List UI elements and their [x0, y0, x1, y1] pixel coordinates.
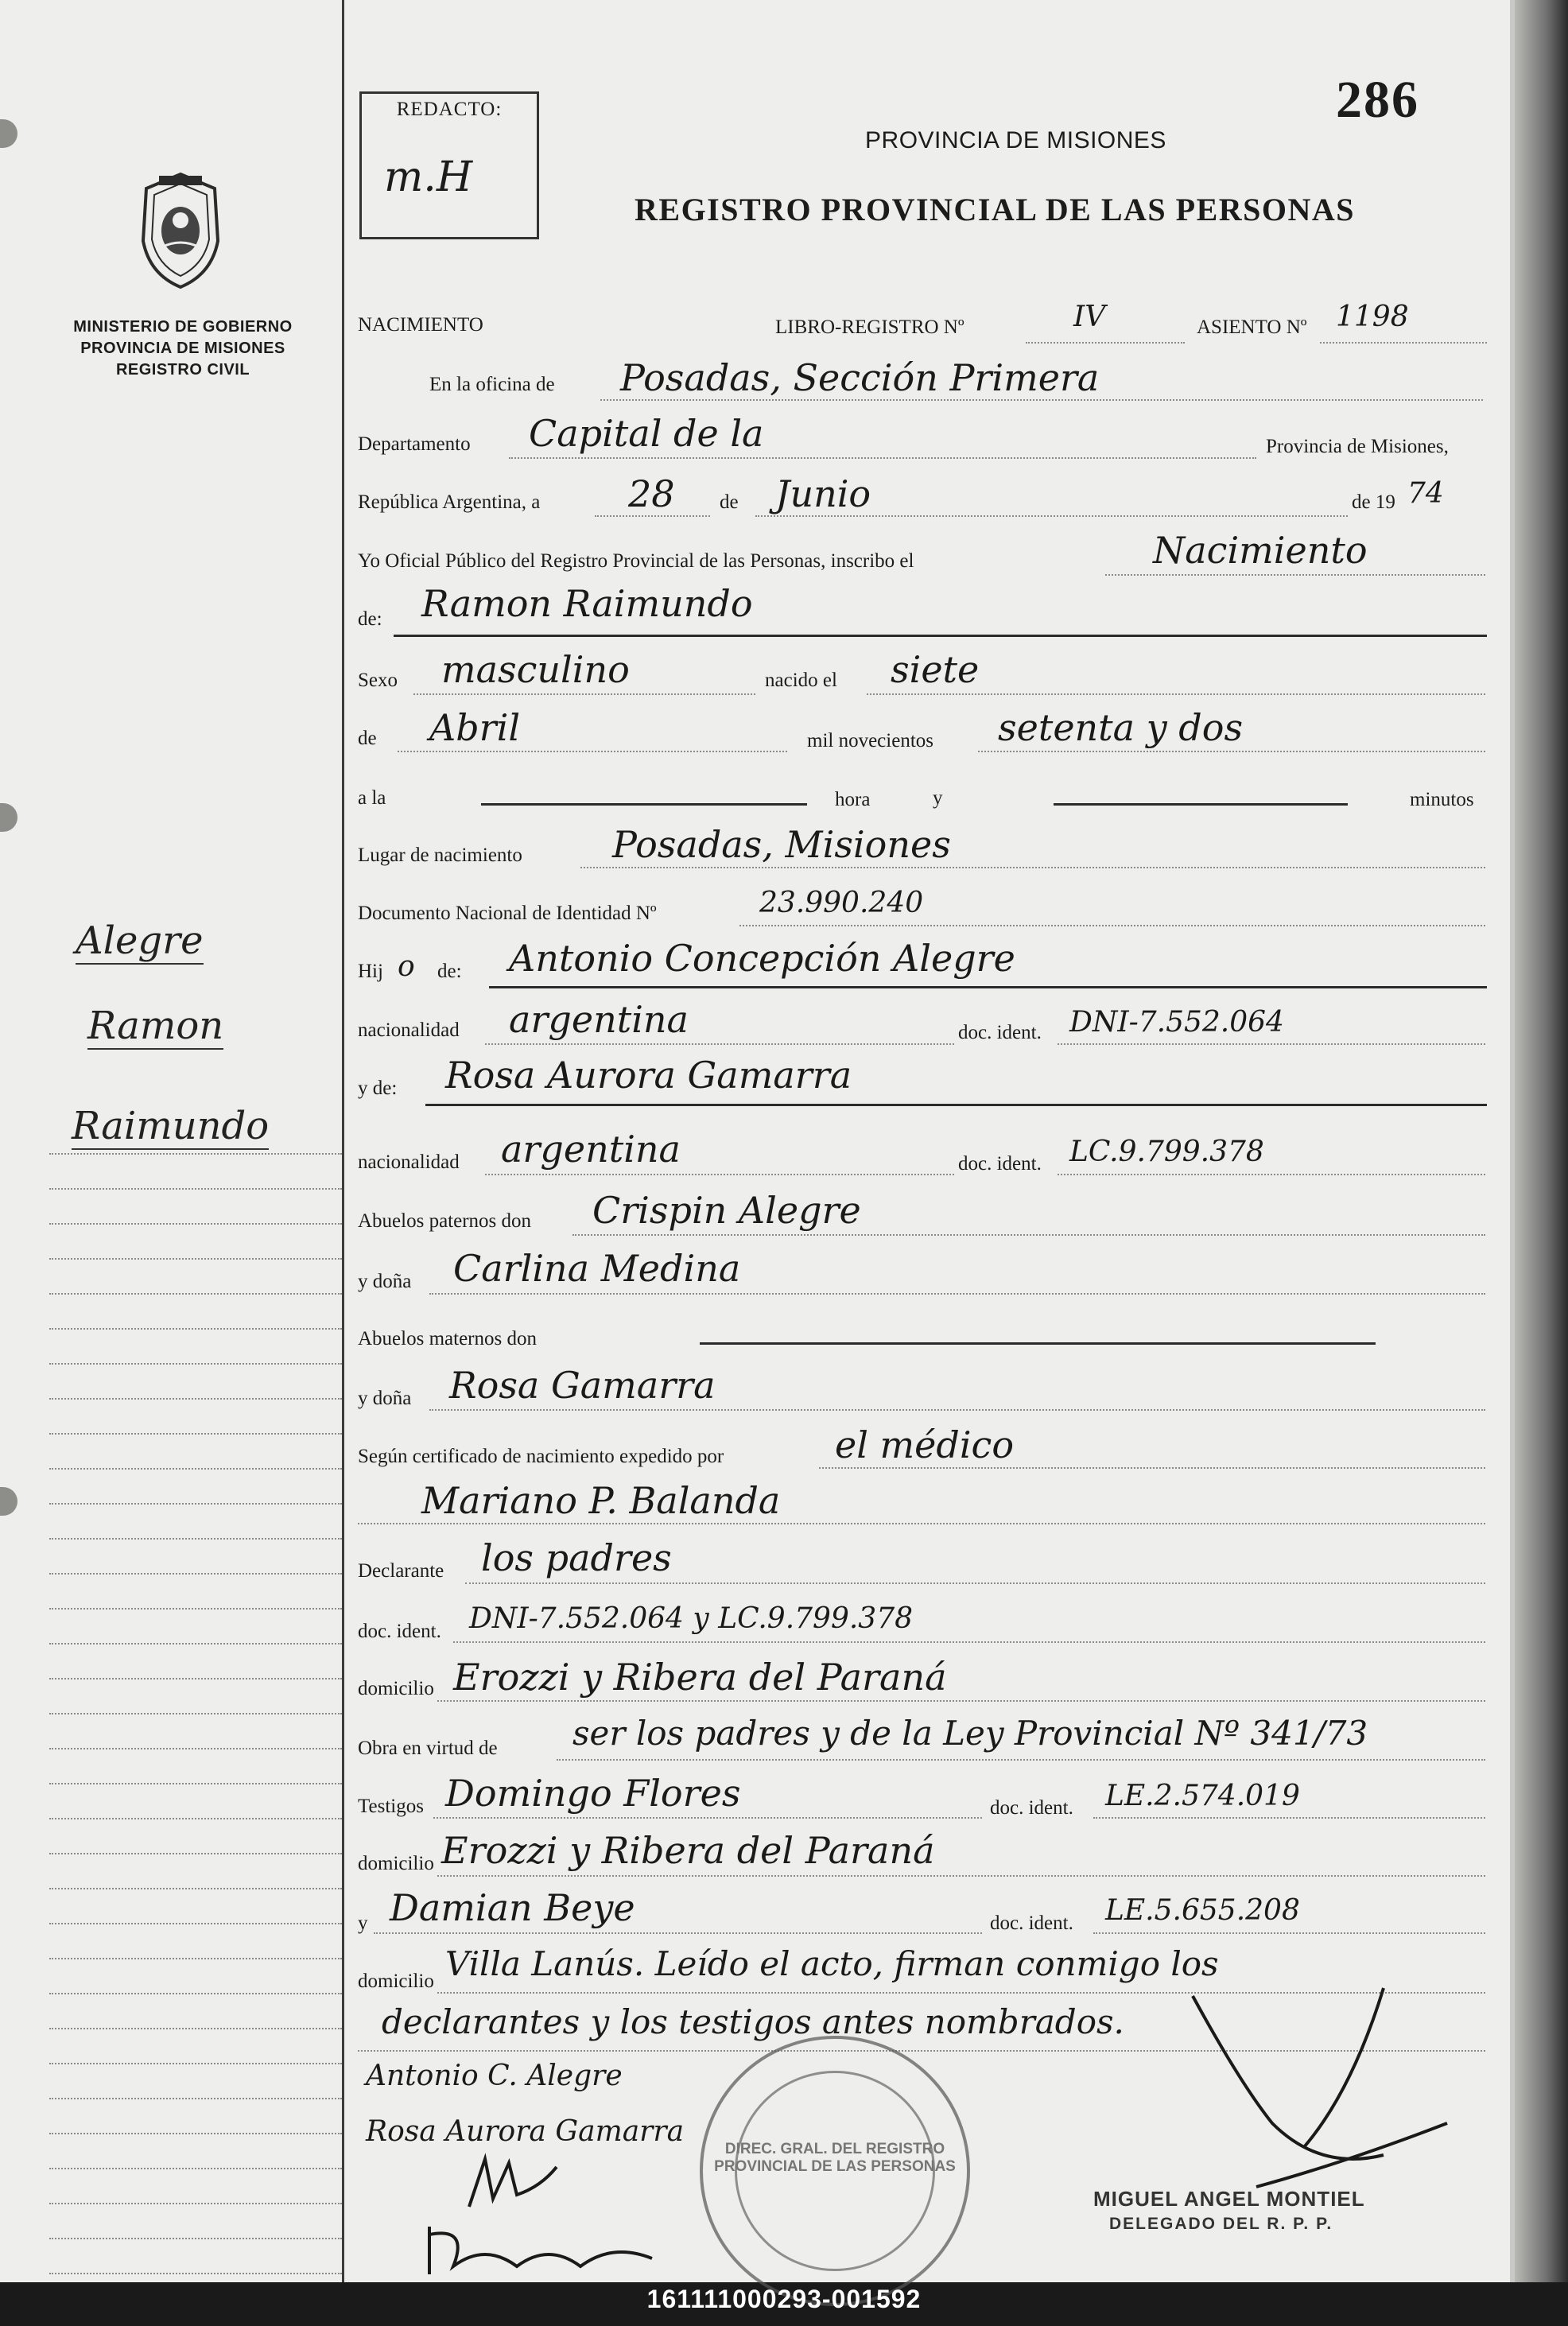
testigos-label: Testigos [358, 1796, 424, 1817]
lugar-value: Posadas, Misiones [612, 823, 951, 866]
margin-ruled-line [49, 1888, 342, 1889]
doc-decl-value: DNI-7.552.064 y LC.9.799.378 [469, 1602, 914, 1635]
dotted-line [1026, 342, 1185, 344]
madre-value: Rosa Aurora Gamarra [445, 1054, 852, 1097]
document-id: 161111000293-001592 [646, 2285, 922, 2313]
binder-hole [0, 1487, 17, 1516]
margin-ruled-line [49, 1643, 342, 1645]
sexo-value: masculino [441, 648, 630, 691]
dotted-line [398, 751, 787, 752]
margin-secondname: Raimundo [72, 1104, 270, 1148]
dotted-line [433, 1817, 982, 1819]
page-edge-shadow [1515, 0, 1568, 2282]
nacido-label: nacido el [765, 670, 837, 691]
hijo-suffix: o [398, 950, 415, 983]
margin-ruled-line [49, 1783, 342, 1784]
margin-ruled-line [49, 1223, 342, 1225]
nac-padre-value: argentina [509, 998, 689, 1041]
abuelos-pat-label: Abuelos paternos don [358, 1210, 532, 1232]
dni-label: Documento Nacional de Identidad Nº [358, 903, 657, 924]
yde-label: y de: [358, 1078, 398, 1099]
oficina-value: Posadas, Sección Primera [620, 356, 1100, 399]
margin-ruled-line [49, 2273, 342, 2274]
declarante-label: Declarante [358, 1560, 444, 1582]
dotted-line [580, 867, 1485, 868]
cierre-value: declarantes y los testigos antes nombrados. [382, 2002, 1124, 2041]
dotted-line [429, 1293, 1485, 1295]
redacto-label: REDACTO: [396, 99, 503, 120]
margin-ruled-line [49, 1363, 342, 1365]
segun-label: Según certificado de nacimiento expedido por [358, 1446, 724, 1467]
madre-line [425, 1104, 1487, 1106]
obra-value: ser los padres y de la Ley Provincial Nº 341/73 [572, 1714, 1368, 1753]
dotted-line [739, 925, 1485, 926]
redacto-box [359, 91, 539, 239]
dotted-line [819, 1467, 1485, 1469]
margin-ruled-line [49, 1993, 342, 1994]
dotted-line [437, 1700, 1485, 1702]
margin-ruled-line [49, 2098, 342, 2099]
asiento-label: ASIENTO Nº [1197, 316, 1307, 338]
nacido-value: siete [891, 648, 980, 691]
ministry-line-1: MINISTERIO DE GOBIERNO [73, 318, 293, 336]
oficina-label: En la oficina de [429, 374, 555, 395]
margin-ruled-line [49, 1573, 342, 1575]
y2-label: y [358, 1912, 368, 1934]
domicilio-label: domicilio [358, 1678, 434, 1699]
obra-label: Obra en virtud de [358, 1738, 498, 1759]
margin-ruled-line [49, 1433, 342, 1435]
hora-label: hora [835, 789, 871, 810]
mil-label: mil novecientos [807, 730, 933, 751]
padre-line [489, 986, 1487, 988]
anio-label: de 19 [1352, 491, 1395, 513]
abuelo-pat-value: Crispin Alegre [592, 1189, 861, 1232]
dotted-line [600, 399, 1483, 401]
ministry-block [32, 316, 334, 381]
margin-ruled-line [49, 1713, 342, 1714]
domicilio3-label: domicilio [358, 1971, 434, 1992]
dotted-line [867, 693, 1485, 695]
margin-ruled-line [49, 2133, 342, 2134]
name-line [394, 635, 1487, 637]
ydona-mat-label: y doña [358, 1388, 412, 1409]
libro-value: IV [1073, 301, 1106, 333]
nac-madre-value: argentina [501, 1128, 681, 1171]
province-header: PROVINCIA DE MISIONES [865, 127, 1166, 153]
dotted-line [429, 1409, 1485, 1411]
padre-value: Antonio Concepción Alegre [509, 937, 1015, 980]
nac-madre-label: nacionalidad [358, 1151, 460, 1173]
testigo2-doc-label: doc. ident. [990, 1912, 1073, 1934]
dotted-line [374, 1932, 982, 1934]
margin-ruled-line [49, 1258, 342, 1260]
margin-firstname: Ramon [87, 1004, 224, 1048]
margin-ruled-line [49, 2028, 342, 2029]
anio-value: 74 [1407, 477, 1444, 510]
domicilio2-label: domicilio [358, 1853, 434, 1874]
dotted-line [1058, 1043, 1485, 1045]
hijo-label: Hij [358, 961, 383, 982]
dotted-line [509, 457, 1256, 459]
oficial-label: Yo Oficial Público del Registro Provincial de las Personas, inscribo el [358, 550, 914, 572]
nombre-value: Ramon Raimundo [421, 582, 753, 625]
margin-ruled-line [49, 1328, 342, 1330]
ministry-line-2: PROVINCIA DE MISIONES [80, 340, 285, 357]
domicilio3-value: Villa Lanús. Leído el acto, firman conmigo los [445, 1944, 1219, 1983]
official-title: DELEGADO DEL R. P. P. [1109, 2215, 1333, 2233]
margin-ruled-line [49, 1398, 342, 1400]
testigo1-doc-label: doc. ident. [990, 1797, 1073, 1819]
redacto-initials: m.H [384, 153, 473, 201]
provincial-seal-icon [135, 171, 227, 290]
margin-ruled-line [49, 1678, 342, 1679]
de-label: de [720, 491, 739, 513]
mes-nac-label: de [358, 728, 377, 749]
margin-ruled-line [49, 1608, 342, 1610]
margin-surname: Alegre [76, 918, 204, 963]
dotted-line [485, 1043, 954, 1045]
abuelos-mat-label: Abuelos maternos don [358, 1328, 537, 1349]
testigo1-value: Domingo Flores [445, 1772, 741, 1815]
dotted-line [1093, 1817, 1485, 1819]
departamento-value: Capital de la [529, 412, 764, 455]
dotted-line [1093, 1932, 1485, 1934]
asiento-value: 1198 [1336, 301, 1409, 333]
official-stamp [700, 2036, 970, 2306]
dotted-line [413, 693, 755, 695]
margin-ruled-line [49, 1293, 342, 1295]
dotted-line [453, 1641, 1485, 1643]
ministry-line-3: REGISTRO CIVIL [115, 361, 250, 379]
page-number: 286 [1336, 71, 1419, 129]
nac-padre-label: nacionalidad [358, 1019, 460, 1041]
nacimiento-label: NACIMIENTO [358, 314, 483, 336]
margin-ruled-line [49, 1153, 342, 1155]
testigo2-value: Damian Beye [390, 1886, 635, 1929]
republica-label: República Argentina, a [358, 491, 541, 513]
doc-madre-label: doc. ident. [958, 1153, 1042, 1175]
lugar-label: Lugar de nacimiento [358, 845, 522, 866]
margin-ruled-line [49, 1503, 342, 1505]
y-label: y [933, 787, 943, 809]
margin-ruled-line [49, 1538, 342, 1540]
margin-ruled-line [49, 2203, 342, 2204]
nombre-de-label: de: [358, 608, 382, 630]
column-divider [342, 0, 344, 2282]
signature-father: Antonio C. Alegre [366, 2060, 623, 2092]
doc-decl-label: doc. ident. [358, 1621, 441, 1642]
mes-value: Junio [775, 472, 871, 515]
doc-padre-label: doc. ident. [958, 1022, 1042, 1043]
mil-value: setenta y dos [998, 706, 1244, 749]
dotted-line [1320, 342, 1487, 344]
binder-hole [0, 803, 17, 832]
margin-ruled-line [49, 1818, 342, 1819]
dotted-line [358, 1523, 1485, 1524]
margin-ruled-line [49, 1923, 342, 1924]
segun-value: el médico [835, 1423, 1015, 1466]
dotted-line [485, 1174, 954, 1175]
oficial-value: Nacimiento [1153, 529, 1368, 572]
dotted-line [755, 515, 1348, 517]
provincia-label: Provincia de Misiones, [1266, 436, 1449, 457]
margin-ruled-line [49, 2063, 342, 2064]
stamp-text: DIREC. GRAL. DEL REGISTRO PROVINCIAL DE LAS PERSONAS [714, 2141, 956, 2175]
margin-ruled-line [49, 1958, 342, 1959]
margin-ruled-line [49, 2168, 342, 2169]
doc-padre-value: DNI-7.552.064 [1069, 1006, 1284, 1039]
abuelo-mat-line [700, 1342, 1376, 1345]
signature-mark [421, 2211, 660, 2282]
dotted-line [557, 1759, 1485, 1761]
registry-title: REGISTRO PROVINCIAL DE LAS PERSONAS [635, 192, 1356, 227]
mes-nac-value: Abril [429, 706, 521, 749]
official-signature [1145, 1964, 1463, 2203]
hora-a-label: a la [358, 787, 386, 809]
signature-mark [461, 2151, 565, 2215]
hijo-de-label: de: [437, 961, 462, 982]
testigo1-doc-value: LE.2.574.019 [1105, 1780, 1300, 1812]
medico-value: Mariano P. Balanda [421, 1479, 781, 1522]
hora-line [481, 803, 807, 806]
dia-value: 28 [628, 472, 675, 515]
sexo-label: Sexo [358, 670, 398, 691]
margin-ruled-line [49, 1468, 342, 1470]
domicilio2-value: Erozzi y Ribera del Paraná [441, 1829, 935, 1872]
signature-mother: Rosa Aurora Gamarra [366, 2115, 685, 2148]
domicilio-value: Erozzi y Ribera del Paraná [453, 1656, 947, 1699]
minutos-label: minutos [1410, 789, 1474, 810]
departamento-label: Departamento [358, 433, 471, 455]
margin-ruled-line [49, 1748, 342, 1749]
dotted-line [1058, 1174, 1485, 1175]
declarante-value: los padres [481, 1536, 672, 1579]
dotted-line [465, 1582, 1485, 1584]
margin-ruled-line [49, 2238, 342, 2239]
margin-ruled-line [49, 1853, 342, 1854]
dotted-line [437, 1875, 1485, 1877]
dotted-line [1105, 574, 1485, 576]
margin-column [0, 0, 342, 2282]
official-name: MIGUEL ANGEL MONTIEL [1093, 2187, 1365, 2211]
margin-ruled-line [49, 1188, 342, 1190]
abuela-mat-value: Rosa Gamarra [449, 1364, 716, 1407]
libro-label: LIBRO-REGISTRO Nº [775, 316, 964, 338]
abuela-pat-value: Carlina Medina [453, 1247, 741, 1290]
dotted-line [595, 515, 710, 517]
dni-value: 23.990.240 [759, 887, 924, 919]
ydona-pat-label: y doña [358, 1271, 412, 1292]
minutos-line [1054, 803, 1348, 806]
dotted-line [572, 1234, 1485, 1236]
doc-madre-value: LC.9.799.378 [1069, 1136, 1264, 1168]
testigo2-doc-value: LE.5.655.208 [1105, 1894, 1300, 1927]
dotted-line [978, 751, 1485, 752]
